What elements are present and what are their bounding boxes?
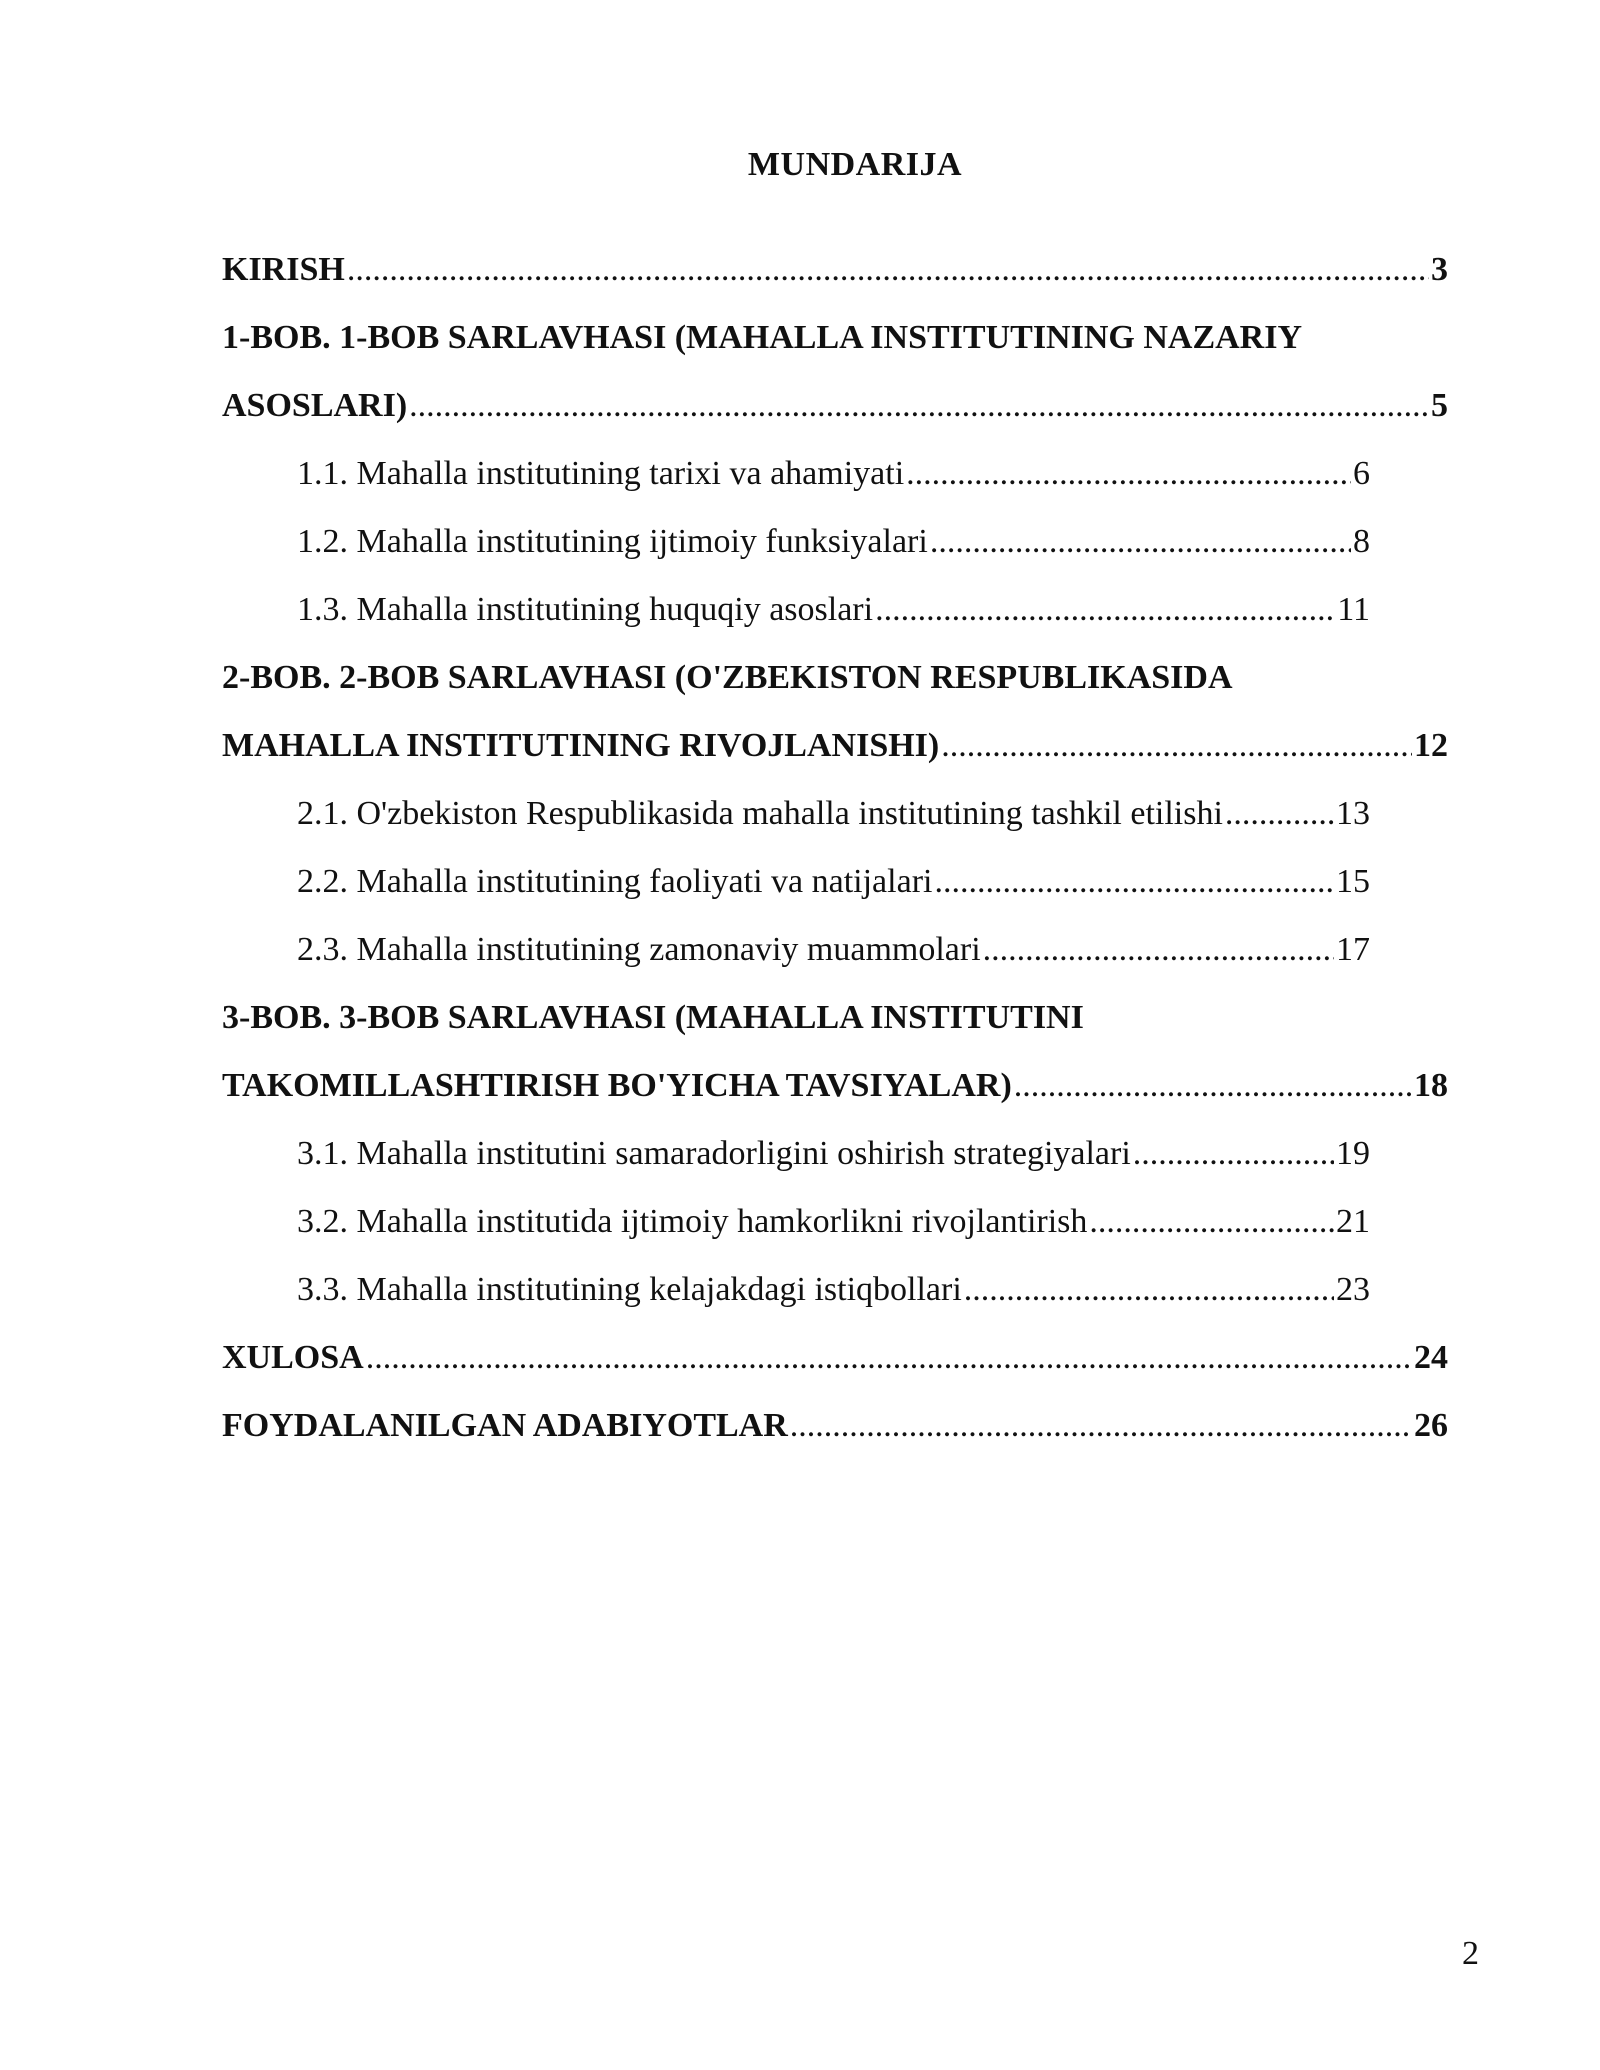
toc-entry-label: 2.1. O'zbekiston Respublikasida mahalla institutining tashkil etilishi bbox=[297, 795, 1223, 832]
table-of-contents bbox=[222, 236, 1448, 1460]
toc-page-number: 11 bbox=[1337, 591, 1370, 628]
dot-leader bbox=[1133, 1120, 1334, 1188]
dot-leader bbox=[875, 576, 1335, 644]
toc-chapter-2-heading[interactable] bbox=[222, 644, 1448, 712]
toc-chapter-3-heading[interactable] bbox=[222, 984, 1448, 1052]
toc-entry-kirish[interactable] bbox=[222, 236, 1448, 304]
toc-page-number: 21 bbox=[1336, 1203, 1370, 1240]
toc-entry-label: 2.3. Mahalla institutining zamonaviy muammolari bbox=[297, 931, 981, 968]
toc-chapter-1-heading[interactable] bbox=[222, 304, 1448, 372]
toc-page-number: 19 bbox=[1336, 1135, 1370, 1172]
toc-page-number: 13 bbox=[1336, 795, 1370, 832]
dot-leader bbox=[1089, 1188, 1334, 1256]
page-number: 2 bbox=[1462, 1935, 1479, 1972]
toc-section-3-1[interactable] bbox=[297, 1120, 1370, 1188]
toc-entry-label: XULOSA bbox=[222, 1339, 364, 1376]
toc-page-number: 3 bbox=[1431, 251, 1448, 288]
dot-leader bbox=[964, 1256, 1334, 1324]
toc-page-number: 6 bbox=[1353, 455, 1370, 492]
dot-leader bbox=[941, 712, 1412, 780]
toc-entry-label: 3-BOB. 3-BOB SARLAVHASI (MAHALLA INSTITUTINI bbox=[222, 999, 1084, 1036]
dot-leader bbox=[906, 440, 1351, 508]
toc-page-number: 12 bbox=[1414, 727, 1448, 764]
toc-page-number: 8 bbox=[1353, 523, 1370, 560]
toc-entry-label: MAHALLA INSTITUTINING RIVOJLANISHI) bbox=[222, 727, 940, 764]
toc-page-number: 15 bbox=[1336, 863, 1370, 900]
toc-page-number: 26 bbox=[1414, 1407, 1448, 1444]
toc-entry-label: ASOSLARI) bbox=[222, 387, 408, 424]
toc-page-number: 24 bbox=[1414, 1339, 1448, 1376]
toc-chapter-3-heading-cont[interactable] bbox=[222, 1052, 1448, 1120]
toc-entry-label: FOYDALANILGAN ADABIYOTLAR bbox=[222, 1407, 788, 1444]
toc-page-number: 18 bbox=[1414, 1067, 1448, 1104]
toc-entry-label: 2.2. Mahalla institutining faoliyati va natijalari bbox=[297, 863, 933, 900]
toc-entry-label: KIRISH bbox=[222, 251, 345, 288]
dot-leader bbox=[366, 1324, 1412, 1392]
toc-entry-xulosa[interactable] bbox=[222, 1324, 1448, 1392]
toc-section-2-2[interactable] bbox=[297, 848, 1370, 916]
dot-leader bbox=[347, 236, 1429, 304]
dot-leader bbox=[930, 508, 1351, 576]
toc-section-1-1[interactable] bbox=[297, 440, 1370, 508]
toc-section-1-3[interactable] bbox=[297, 576, 1370, 644]
dot-leader bbox=[409, 372, 1429, 440]
toc-entry-label: 3.2. Mahalla institutida ijtimoiy hamkorlikni rivojlantirish bbox=[297, 1203, 1088, 1240]
toc-page-number: 17 bbox=[1336, 931, 1370, 968]
toc-chapter-1-heading-cont[interactable] bbox=[222, 372, 1448, 440]
toc-entry-label: 3.3. Mahalla institutining kelajakdagi istiqbollari bbox=[297, 1271, 962, 1308]
toc-entry-adabiyotlar[interactable] bbox=[222, 1392, 1448, 1460]
dot-leader bbox=[1014, 1052, 1412, 1120]
toc-entry-label: 1.2. Mahalla institutining ijtimoiy funksiyalari bbox=[297, 523, 928, 560]
toc-section-1-2[interactable] bbox=[297, 508, 1370, 576]
toc-section-3-2[interactable] bbox=[297, 1188, 1370, 1256]
toc-entry-label: TAKOMILLASHTIRISH BO'YICHA TAVSIYALAR) bbox=[222, 1067, 1012, 1104]
toc-page-number: 5 bbox=[1431, 387, 1448, 424]
toc-section-2-1[interactable] bbox=[297, 780, 1370, 848]
toc-entry-label: 1.3. Mahalla institutining huquqiy asoslari bbox=[297, 591, 874, 628]
toc-section-3-3[interactable] bbox=[297, 1256, 1370, 1324]
dot-leader bbox=[983, 916, 1334, 984]
toc-section-2-3[interactable] bbox=[297, 916, 1370, 984]
dot-leader bbox=[934, 848, 1334, 916]
toc-entry-label: 1-BOB. 1-BOB SARLAVHASI (MAHALLA INSTITUTINING NAZARIY bbox=[222, 319, 1303, 356]
dot-leader bbox=[790, 1392, 1412, 1460]
toc-chapter-2-heading-cont[interactable] bbox=[222, 712, 1448, 780]
toc-entry-label: 1.1. Mahalla institutining tarixi va ahamiyati bbox=[297, 455, 905, 492]
toc-entry-label: 2-BOB. 2-BOB SARLAVHASI (O'ZBEKISTON RESPUBLIKASIDA bbox=[222, 659, 1233, 696]
toc-page-number: 23 bbox=[1336, 1271, 1370, 1308]
dot-leader bbox=[1225, 780, 1334, 848]
toc-title: MUNDARIJA bbox=[747, 146, 963, 183]
toc-entry-label: 3.1. Mahalla institutini samaradorligini oshirish strategiyalari bbox=[297, 1135, 1131, 1172]
